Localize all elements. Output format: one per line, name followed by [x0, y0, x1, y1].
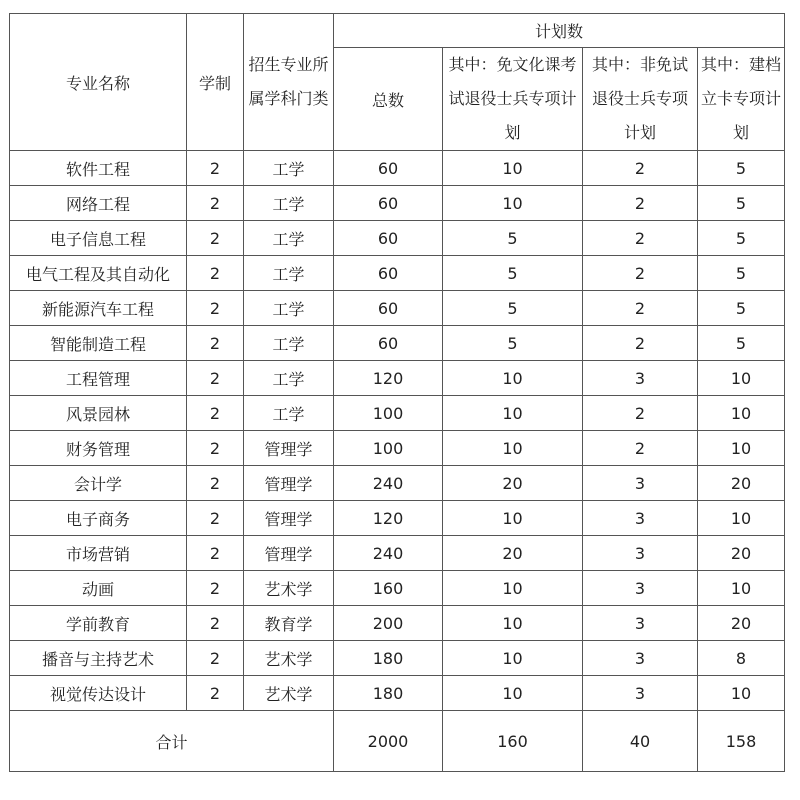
cell-exempt: 10 — [443, 431, 583, 466]
cell-category: 工学 — [244, 291, 334, 326]
cell-duration: 2 — [187, 326, 244, 361]
cell-major: 市场营销 — [10, 536, 187, 571]
cell-exempt: 10 — [443, 396, 583, 431]
cell-nonexempt: 2 — [583, 326, 698, 361]
table-row — [10, 571, 785, 606]
cell-category: 管理学 — [244, 466, 334, 501]
cell-exempt: 10 — [443, 571, 583, 606]
cell-duration: 2 — [187, 361, 244, 396]
cell-nonexempt: 2 — [583, 151, 698, 186]
cell-total: 100 — [334, 396, 443, 431]
table-row — [10, 501, 785, 536]
cell-total: 240 — [334, 466, 443, 501]
cell-major: 网络工程 — [10, 186, 187, 221]
cell-poverty: 10 — [698, 501, 785, 536]
cell-duration: 2 — [187, 466, 244, 501]
cell-duration: 2 — [187, 151, 244, 186]
header-plan-group: 计划数 — [334, 14, 785, 48]
cell-poverty: 5 — [698, 326, 785, 361]
cell-category: 工学 — [244, 186, 334, 221]
header-poverty — [698, 48, 785, 151]
cell-category: 工学 — [244, 151, 334, 186]
cell-poverty: 20 — [698, 536, 785, 571]
cell-exempt: 10 — [443, 186, 583, 221]
header-exempt — [443, 48, 583, 151]
cell-poverty: 10 — [698, 571, 785, 606]
cell-poverty: 10 — [698, 431, 785, 466]
cell-total: 60 — [334, 326, 443, 361]
cell-total: 60 — [334, 151, 443, 186]
table-row — [10, 221, 785, 256]
cell-category: 艺术学 — [244, 571, 334, 606]
cell-category: 管理学 — [244, 536, 334, 571]
header-exempt-line3: 划 — [504, 123, 521, 142]
table-row — [10, 431, 785, 466]
table-row — [10, 256, 785, 291]
cell-poverty: 8 — [698, 641, 785, 676]
table-row — [10, 361, 785, 396]
cell-nonexempt: 3 — [583, 536, 698, 571]
cell-duration: 2 — [187, 291, 244, 326]
total-exempt: 160 — [443, 711, 583, 772]
cell-exempt: 10 — [443, 606, 583, 641]
table-row — [10, 466, 785, 501]
table-row — [10, 536, 785, 571]
cell-category: 工学 — [244, 326, 334, 361]
table-row — [10, 326, 785, 361]
cell-major: 电子商务 — [10, 501, 187, 536]
cell-nonexempt: 3 — [583, 676, 698, 711]
table-row — [10, 641, 785, 676]
header-exempt-line2: 试退役士兵专项计 — [448, 89, 577, 108]
cell-category: 管理学 — [244, 431, 334, 466]
total-row — [10, 711, 785, 772]
cell-nonexempt: 3 — [583, 361, 698, 396]
cell-duration: 2 — [187, 536, 244, 571]
cell-category: 艺术学 — [244, 641, 334, 676]
total-nonexempt: 40 — [583, 711, 698, 772]
cell-major: 财务管理 — [10, 431, 187, 466]
cell-poverty: 10 — [698, 396, 785, 431]
cell-total: 120 — [334, 501, 443, 536]
cell-nonexempt: 2 — [583, 396, 698, 431]
cell-exempt: 5 — [443, 256, 583, 291]
header-nonexempt-line3: 计划 — [623, 123, 656, 142]
cell-major: 工程管理 — [10, 361, 187, 396]
header-exempt-line1: 其中：免文化课考 — [448, 55, 577, 74]
cell-nonexempt: 3 — [583, 571, 698, 606]
cell-major: 智能制造工程 — [10, 326, 187, 361]
cell-poverty: 5 — [698, 291, 785, 326]
cell-category: 艺术学 — [244, 676, 334, 711]
header-nonexempt-line1: 其中：非免试 — [591, 55, 688, 74]
cell-major: 风景园林 — [10, 396, 187, 431]
cell-exempt: 10 — [443, 501, 583, 536]
cell-poverty: 5 — [698, 186, 785, 221]
cell-total: 60 — [334, 221, 443, 256]
total-sum: 2000 — [334, 711, 443, 772]
cell-nonexempt: 2 — [583, 431, 698, 466]
header-nonexempt — [583, 48, 698, 151]
cell-total: 60 — [334, 186, 443, 221]
cell-total: 160 — [334, 571, 443, 606]
header-category — [244, 14, 334, 151]
cell-category: 管理学 — [244, 501, 334, 536]
cell-nonexempt: 3 — [583, 641, 698, 676]
cell-nonexempt: 3 — [583, 606, 698, 641]
cell-major: 电子信息工程 — [10, 221, 187, 256]
cell-category: 教育学 — [244, 606, 334, 641]
cell-nonexempt: 2 — [583, 256, 698, 291]
cell-total: 60 — [334, 256, 443, 291]
cell-category: 工学 — [244, 361, 334, 396]
table-row — [10, 291, 785, 326]
cell-nonexempt: 3 — [583, 501, 698, 536]
table-row — [10, 606, 785, 641]
cell-major: 学前教育 — [10, 606, 187, 641]
total-poverty: 158 — [698, 711, 785, 772]
cell-major: 播音与主持艺术 — [10, 641, 187, 676]
cell-major: 动画 — [10, 571, 187, 606]
cell-nonexempt: 2 — [583, 291, 698, 326]
cell-exempt: 5 — [443, 326, 583, 361]
cell-poverty: 20 — [698, 606, 785, 641]
header-category-line1: 招生专业所 — [248, 55, 329, 74]
cell-duration: 2 — [187, 396, 244, 431]
header-duration: 学制 — [187, 14, 244, 151]
header-total: 总数 — [334, 48, 443, 151]
enrollment-plan-table — [9, 13, 785, 772]
cell-total: 180 — [334, 641, 443, 676]
cell-poverty: 10 — [698, 361, 785, 396]
cell-category: 工学 — [244, 256, 334, 291]
cell-duration: 2 — [187, 186, 244, 221]
cell-duration: 2 — [187, 501, 244, 536]
cell-exempt: 10 — [443, 676, 583, 711]
cell-poverty: 20 — [698, 466, 785, 501]
cell-duration: 2 — [187, 221, 244, 256]
header-nonexempt-line2: 退役士兵专项 — [591, 89, 688, 108]
cell-nonexempt: 2 — [583, 186, 698, 221]
table-body — [10, 151, 785, 711]
cell-total: 60 — [334, 291, 443, 326]
table-row — [10, 186, 785, 221]
cell-duration: 2 — [187, 431, 244, 466]
cell-major: 会计学 — [10, 466, 187, 501]
cell-total: 100 — [334, 431, 443, 466]
total-label: 合计 — [10, 711, 334, 772]
cell-exempt: 20 — [443, 536, 583, 571]
cell-poverty: 10 — [698, 676, 785, 711]
cell-poverty: 5 — [698, 151, 785, 186]
header-poverty-line1: 其中：建档 — [701, 55, 782, 74]
table-row — [10, 396, 785, 431]
cell-poverty: 5 — [698, 256, 785, 291]
cell-exempt: 10 — [443, 151, 583, 186]
cell-nonexempt: 3 — [583, 466, 698, 501]
cell-duration: 2 — [187, 641, 244, 676]
cell-category: 工学 — [244, 396, 334, 431]
cell-major: 新能源汽车工程 — [10, 291, 187, 326]
cell-exempt: 5 — [443, 221, 583, 256]
cell-duration: 2 — [187, 606, 244, 641]
cell-exempt: 5 — [443, 291, 583, 326]
header-poverty-line2: 立卡专项计 — [701, 89, 782, 108]
table-row — [10, 151, 785, 186]
cell-category: 工学 — [244, 221, 334, 256]
header-major: 专业名称 — [10, 14, 187, 151]
cell-major: 电气工程及其自动化 — [10, 256, 187, 291]
cell-nonexempt: 2 — [583, 221, 698, 256]
cell-duration: 2 — [187, 256, 244, 291]
header-category-line2: 属学科门类 — [248, 89, 329, 108]
header-poverty-line3: 划 — [733, 123, 750, 142]
cell-duration: 2 — [187, 676, 244, 711]
cell-major: 视觉传达设计 — [10, 676, 187, 711]
cell-total: 180 — [334, 676, 443, 711]
cell-total: 120 — [334, 361, 443, 396]
cell-exempt: 20 — [443, 466, 583, 501]
cell-poverty: 5 — [698, 221, 785, 256]
cell-total: 240 — [334, 536, 443, 571]
cell-total: 200 — [334, 606, 443, 641]
cell-exempt: 10 — [443, 641, 583, 676]
cell-major: 软件工程 — [10, 151, 187, 186]
cell-exempt: 10 — [443, 361, 583, 396]
table-row — [10, 676, 785, 711]
cell-duration: 2 — [187, 571, 244, 606]
